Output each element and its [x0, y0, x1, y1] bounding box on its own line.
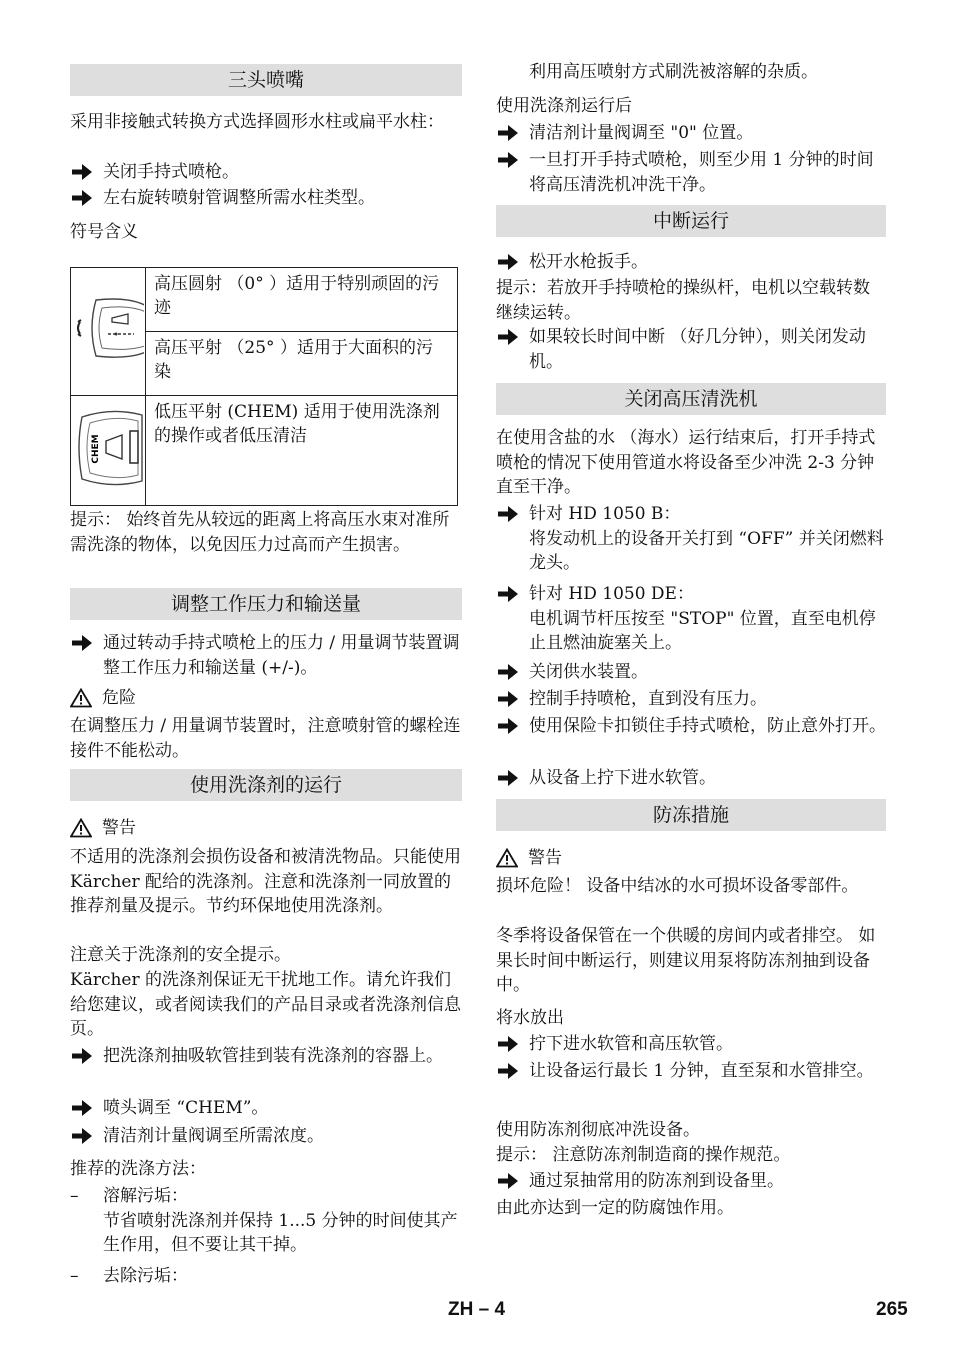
- bullet-item: 如果较长时间中断 （好几分钟），则关闭发动机。: [496, 325, 886, 374]
- paragraph: 符号含义: [70, 222, 138, 242]
- section-heading-interrupt: 中断运行: [496, 205, 886, 237]
- symbol-description: 高压圆射 （0° ）适用于特别顽固的污迹: [146, 268, 458, 332]
- page-number: 265: [876, 1299, 908, 1320]
- arrow-icon: [496, 660, 520, 684]
- bullet-item: 从设备上拧下进水软管。: [496, 766, 886, 791]
- bullet-item: 通过转动手持式喷枪上的压力 / 用量调节装置调整工作压力和输送量 (+/-)。: [70, 631, 462, 680]
- warning-triangle-icon: [70, 818, 92, 838]
- bullet-item: 一旦打开手持式喷枪，则至少用 1 分钟的时间将高压清洗机冲洗干净。: [496, 148, 886, 197]
- nozzle-high-pressure-image: [71, 268, 146, 396]
- paragraph: 损坏危险！ 设备中结冰的水可损坏设备零部件。: [496, 876, 859, 896]
- paragraph: 注意关于洗涤剂的安全提示。: [70, 945, 291, 965]
- bullet-item: 清洁剂计量阀调至 "0" 位置。: [496, 121, 886, 146]
- paragraph: 冬季将设备保管在一个供暖的房间内或者排空。 如果长时间中断运行，则建议用泵将防冻剂抽到设备中。: [496, 926, 876, 995]
- arrow-icon: [496, 121, 520, 145]
- bullet-item: 关闭手持式喷枪。: [70, 160, 462, 185]
- section-heading-nozzle: 三头喷嘴: [70, 64, 462, 96]
- arrow-icon: [496, 148, 520, 172]
- paragraph: 不适用的洗涤剂会损伤设备和被清洗物品。只能使用 Kärcher 配给的洗涤剂。注意和洗涤剂一同放置的推荐剂量及提示。节约环保地使用洗涤剂。: [70, 847, 461, 916]
- bullet-item: 松开水枪扳手。: [496, 250, 886, 275]
- chem-label: CHEM: [91, 434, 101, 464]
- paragraph: 采用非接触式转换方式选择圆形水柱或扁平水柱：: [70, 112, 444, 132]
- symbol-table: [70, 267, 458, 506]
- footer-section-label: ZH – 4: [448, 1299, 506, 1320]
- warning-triangle-icon: [70, 688, 92, 708]
- arrow-icon: [496, 250, 520, 274]
- paragraph: Kärcher 的洗涤剂保证无干扰地工作。请允许我们给您建议，或者阅读我们的产品目录或者洗涤剂信息页。: [70, 970, 461, 1039]
- paragraph: 将水放出: [496, 1008, 564, 1028]
- warning-triangle-icon: [496, 848, 518, 868]
- paragraph: 使用洗涤剂运行后: [496, 96, 632, 116]
- symbol-description: 低压平射 (CHEM) 适用于使用洗涤剂的操作或者低压清洁: [146, 396, 458, 506]
- arrow-icon: [496, 1059, 520, 1083]
- bullet-item: 清洁剂计量阀调至所需浓度。: [70, 1124, 462, 1149]
- arrow-icon: [496, 502, 520, 526]
- arrow-icon: [496, 582, 520, 606]
- section-heading-pressure: 调整工作压力和输送量: [70, 588, 462, 620]
- bullet-item: 让设备运行最长 1 分钟，直至泵和水管排空。: [496, 1059, 886, 1084]
- arrow-icon: [70, 186, 94, 210]
- dash-item: – 溶解污垢： 节省喷射洗涤剂并保持 1...5 分钟的时间使其产生作用，但不要让其干掉。: [70, 1186, 458, 1255]
- paragraph: 在调整压力 / 用量调节装置时，注意喷射管的螺栓连接件不能松动。: [70, 716, 461, 761]
- arrow-icon: [70, 1124, 94, 1148]
- bullet-item: 左右旋转喷射管调整所需水柱类型。: [70, 186, 462, 211]
- paragraph: 推荐的洗涤方法：: [70, 1159, 206, 1179]
- nozzle-chem-image: [71, 396, 146, 506]
- arrow-icon: [70, 160, 94, 184]
- arrow-icon: [70, 1096, 94, 1120]
- bullet-item: 针对 HD 1050 DE： 电机调节杆压按至 "STOP" 位置，直至电机停止且燃油旋塞关上。: [496, 582, 886, 656]
- hint-paragraph: 提示：若放开手持喷枪的操纵杆，电机以空载转数继续运转。: [496, 278, 870, 323]
- arrow-icon: [496, 687, 520, 711]
- chem-nozzle-icon: [72, 397, 144, 497]
- arrow-icon: [496, 325, 520, 349]
- section-heading-detergent: 使用洗涤剂的运行: [70, 769, 462, 801]
- arrow-icon: [70, 631, 94, 655]
- arrow-icon: [496, 1169, 520, 1193]
- dash-item: – 去除污垢：: [70, 1266, 188, 1286]
- bullet-item: 针对 HD 1050 B： 将发动机上的设备开关打到 “OFF” 并关闭燃料龙头。: [496, 502, 886, 576]
- warning-notice: 警告: [70, 816, 136, 840]
- arrow-icon: [70, 1044, 94, 1068]
- symbol-description: 高压平射 （25° ）适用于大面积的污染: [146, 332, 458, 396]
- section-heading-frost: 防冻措施: [496, 799, 886, 831]
- bullet-item: 控制手持喷枪，直到没有压力。: [496, 687, 886, 712]
- bullet-item: 喷头调至 “CHEM”。: [70, 1096, 462, 1121]
- paragraph: 由此亦达到一定的防腐蚀作用。: [496, 1198, 734, 1218]
- bullet-item: 关闭供水装置。: [496, 660, 886, 685]
- paragraph: 在使用含盐的水 （海水）运行结束后，打开手持式喷枪的情况下使用管道水将设备至少冲洗 2-3 分钟直至干净。: [496, 428, 876, 497]
- arrow-icon: [496, 766, 520, 790]
- warning-notice: 警告: [496, 846, 562, 870]
- section-heading-shutdown: 关闭高压清洗机: [496, 383, 886, 415]
- nozzle-icon: [72, 278, 144, 378]
- bullet-item: 使用保险卡扣锁住手持式喷枪，防止意外打开。: [496, 714, 886, 739]
- arrow-icon: [496, 714, 520, 738]
- paragraph: 利用高压喷射方式刷洗被溶解的杂质。: [529, 62, 818, 82]
- bullet-item: 通过泵抽常用的防冻剂到设备里。: [496, 1169, 886, 1194]
- arrow-icon: [496, 1032, 520, 1056]
- danger-notice: 危险: [70, 686, 136, 710]
- hint-paragraph: 提示： 始终首先从较远的距离上将高压水束对准所需洗涤的物体，以免因压力过高而产生损害。: [70, 510, 450, 555]
- bullet-item: 拧下进水软管和高压软管。: [496, 1032, 886, 1057]
- paragraph: 使用防冻剂彻底冲洗设备。: [496, 1120, 700, 1140]
- bullet-item: 把洗涤剂抽吸软管挂到装有洗涤剂的容器上。: [70, 1044, 462, 1069]
- hint-paragraph: 提示： 注意防冻剂制造商的操作规范。: [496, 1145, 791, 1165]
